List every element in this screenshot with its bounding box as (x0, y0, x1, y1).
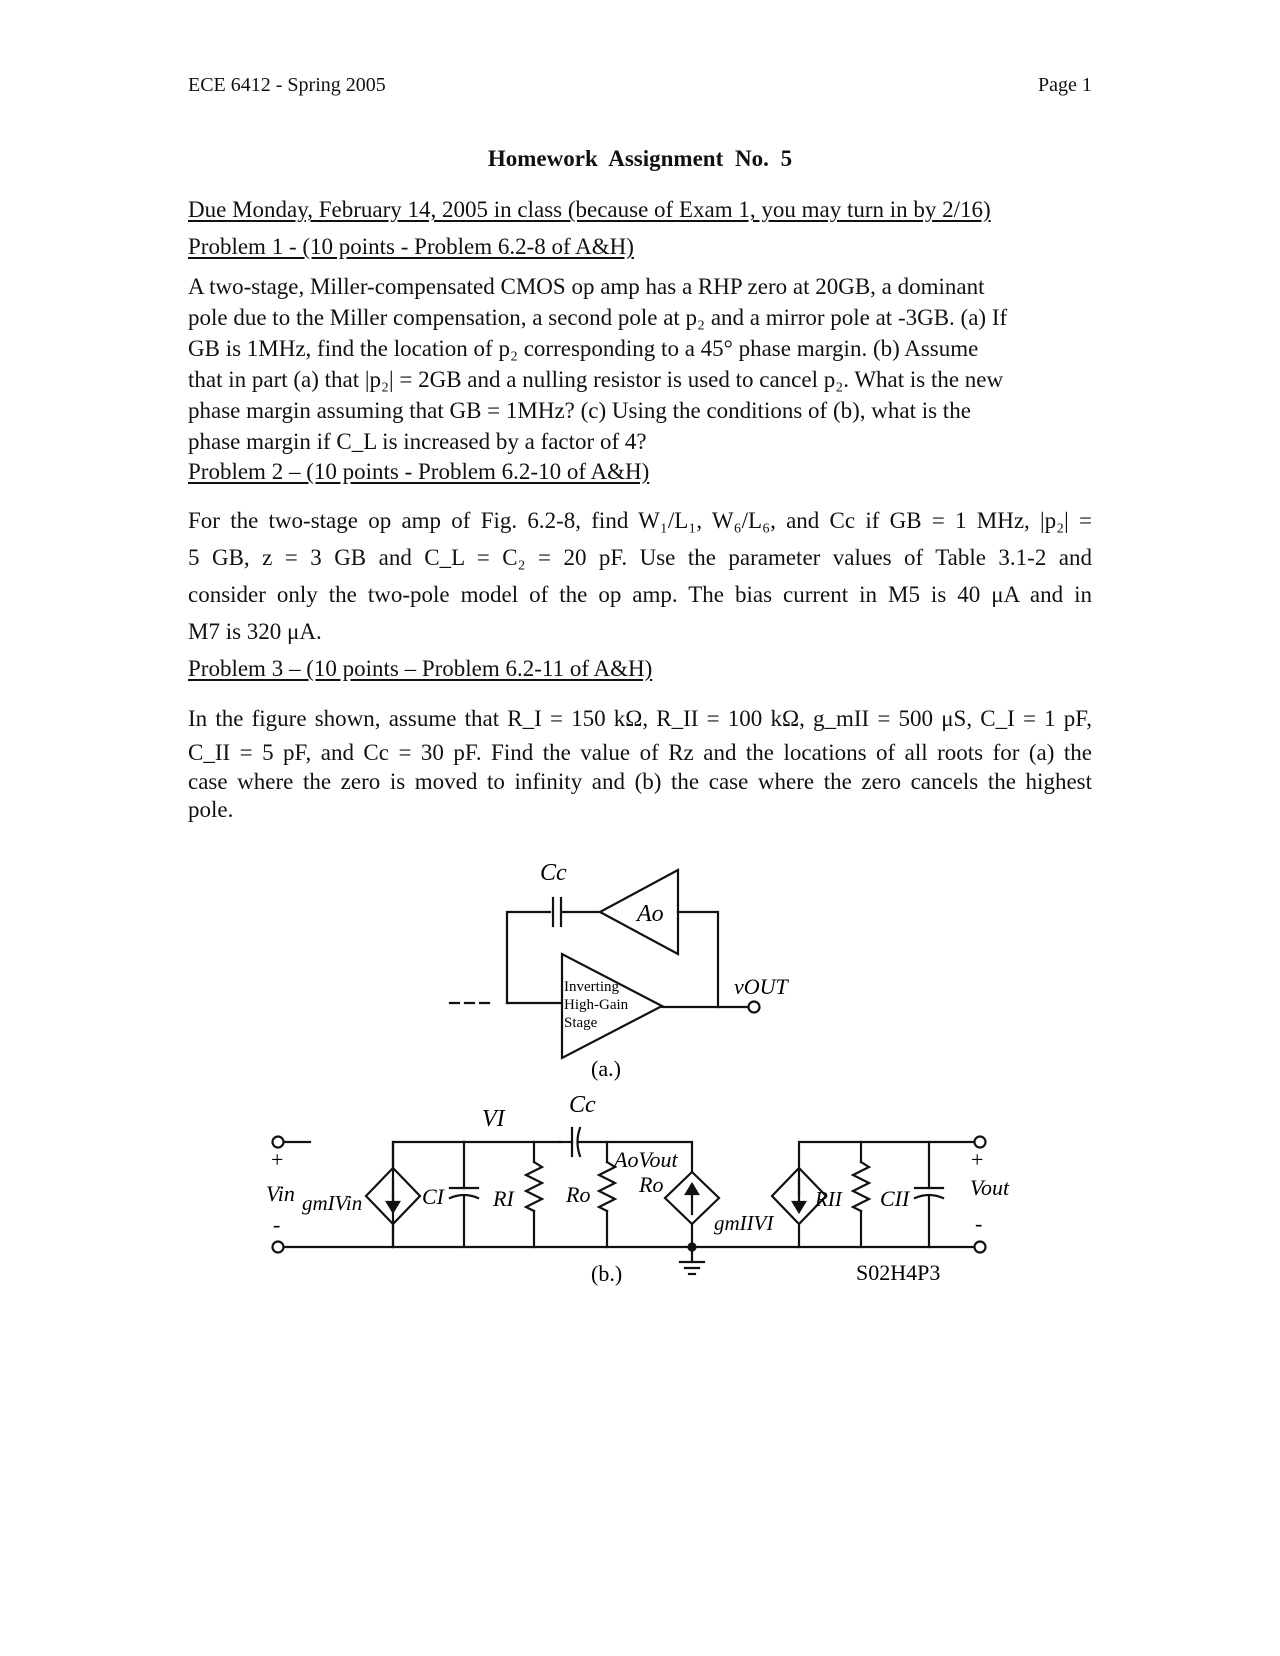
rii-label: RII (815, 1187, 842, 1211)
vin-terminal-top (273, 1137, 284, 1148)
problem-1-line: pole due to the Miller compensation, a second pole at p₂ and a mirror pole at -3GB. (a) If (188, 305, 1008, 330)
cii-label: CII (880, 1186, 910, 1211)
vout-plus-label: + (971, 1147, 984, 1172)
problem-2-line: consider only the two-pole model of the op amp. The bias current in M5 is 40 μA and in (188, 582, 1092, 607)
vin-terminal-bottom (273, 1242, 284, 1253)
feedback-wire-left (507, 912, 550, 1003)
vout-label-a: vOUT (734, 974, 788, 999)
cc-label-a: Cc (540, 860, 567, 886)
ri-resistor (526, 1162, 542, 1211)
gmi-label: gmIVin (302, 1191, 363, 1215)
ro-source-label: Ro (639, 1172, 664, 1197)
problem-1-line: that in part (a) that |p₂| = 2GB and a nulling resistor is used to cancel p₂. What is the new (188, 367, 1004, 392)
page-title: Homework Assignment No. 5 (487, 146, 793, 171)
problem-2-line: For the two-stage op amp of Fig. 6.2-8, find W₁/L₁, W₆/L₆, and Cc if GB = 1 MHz, |p₂| = (188, 508, 1092, 533)
vi-label: VI (482, 1106, 505, 1132)
ao-label: Ao (637, 901, 664, 927)
gmii-arrow-icon (793, 1202, 805, 1212)
vout-b-terminal-bottom (975, 1242, 986, 1253)
problem-3-line: C_II = 5 pF, and Cc = 30 pF. Find the value of Rz and the locations of all roots for (a) the (188, 740, 1092, 765)
problem-1-line: phase margin if C_L is increased by a factor of 4? (188, 429, 647, 454)
course-header: ECE 6412 - Spring 2005 (188, 74, 386, 96)
cc-label-b: Cc (569, 1092, 596, 1118)
problem-2-heading: Problem 2 – (10 points - Problem 6.2-10 of A&H) (188, 459, 650, 484)
gmii-label: gmIIVI (714, 1211, 774, 1235)
problem-2-line: 5 GB, z = 3 GB and C_L = C₂ = 20 pF. Use the parameter values of Table 3.1-2 and (188, 545, 1092, 570)
stage-label-line: Inverting (564, 979, 619, 995)
vout-b-terminal-top (975, 1137, 986, 1148)
problem-1-line: A two-stage, Miller-compensated CMOS op amp has a RHP zero at 20GB, a dominant (188, 274, 985, 299)
problem-1-line: phase margin assuming that GB = 1MHz? (c) Using the conditions of (b), what is the (188, 398, 971, 423)
problem-3-line: case where the zero is moved to infinity and (b) the case where the zero cancels the highest (188, 769, 1092, 794)
problem-2-line: M7 is 320 μA. (188, 619, 322, 644)
ro-resistor (599, 1162, 615, 1211)
due-date-line: Due Monday, February 14, 2005 in class (because of Exam 1, you may turn in by 2/16) (188, 197, 991, 222)
ci-label: CI (422, 1184, 444, 1209)
problem-1-line: GB is 1MHz, find the location of p₂ corresponding to a 45° phase margin. (b) Assume (188, 336, 979, 361)
vin-label: Vin (266, 1181, 295, 1206)
vin-minus-label: - (273, 1212, 281, 1237)
figure-a-caption: (a.) (591, 1056, 621, 1081)
aovout-label: AoVout (614, 1147, 678, 1172)
problem-3-line: pole. (188, 797, 234, 822)
vin-plus-label: + (271, 1147, 284, 1172)
page-number: Page 1 (1038, 74, 1092, 96)
figure-a-circuit (450, 870, 760, 1058)
ro-label: Ro (566, 1182, 591, 1207)
stage-label-line: High-Gain (564, 997, 629, 1013)
rii-resistor (853, 1162, 869, 1211)
stage-label-line: Stage (564, 1015, 598, 1031)
vout-label-b: Vout (970, 1175, 1010, 1200)
ri-label: RI (493, 1186, 514, 1211)
aovout-arrow-icon (686, 1184, 698, 1194)
gmi-arrow-icon (387, 1202, 399, 1212)
vout-terminal (749, 1002, 760, 1013)
feedback-wire-right (678, 912, 718, 1007)
figure-code: S02H4P3 (856, 1260, 941, 1285)
problem-1-heading: Problem 1 - (10 points - Problem 6.2-8 of A&H) (188, 234, 634, 259)
figure-b-caption: (b.) (591, 1261, 623, 1286)
problem-3-line: In the figure shown, assume that R_I = 150 kΩ, R_II = 100 kΩ, g_mII = 500 μS, C_I = 1 pF, (188, 706, 1092, 731)
vout-minus-label: - (975, 1211, 983, 1236)
problem-3-heading: Problem 3 – (10 points – Problem 6.2-11 of A&H) (188, 656, 653, 681)
